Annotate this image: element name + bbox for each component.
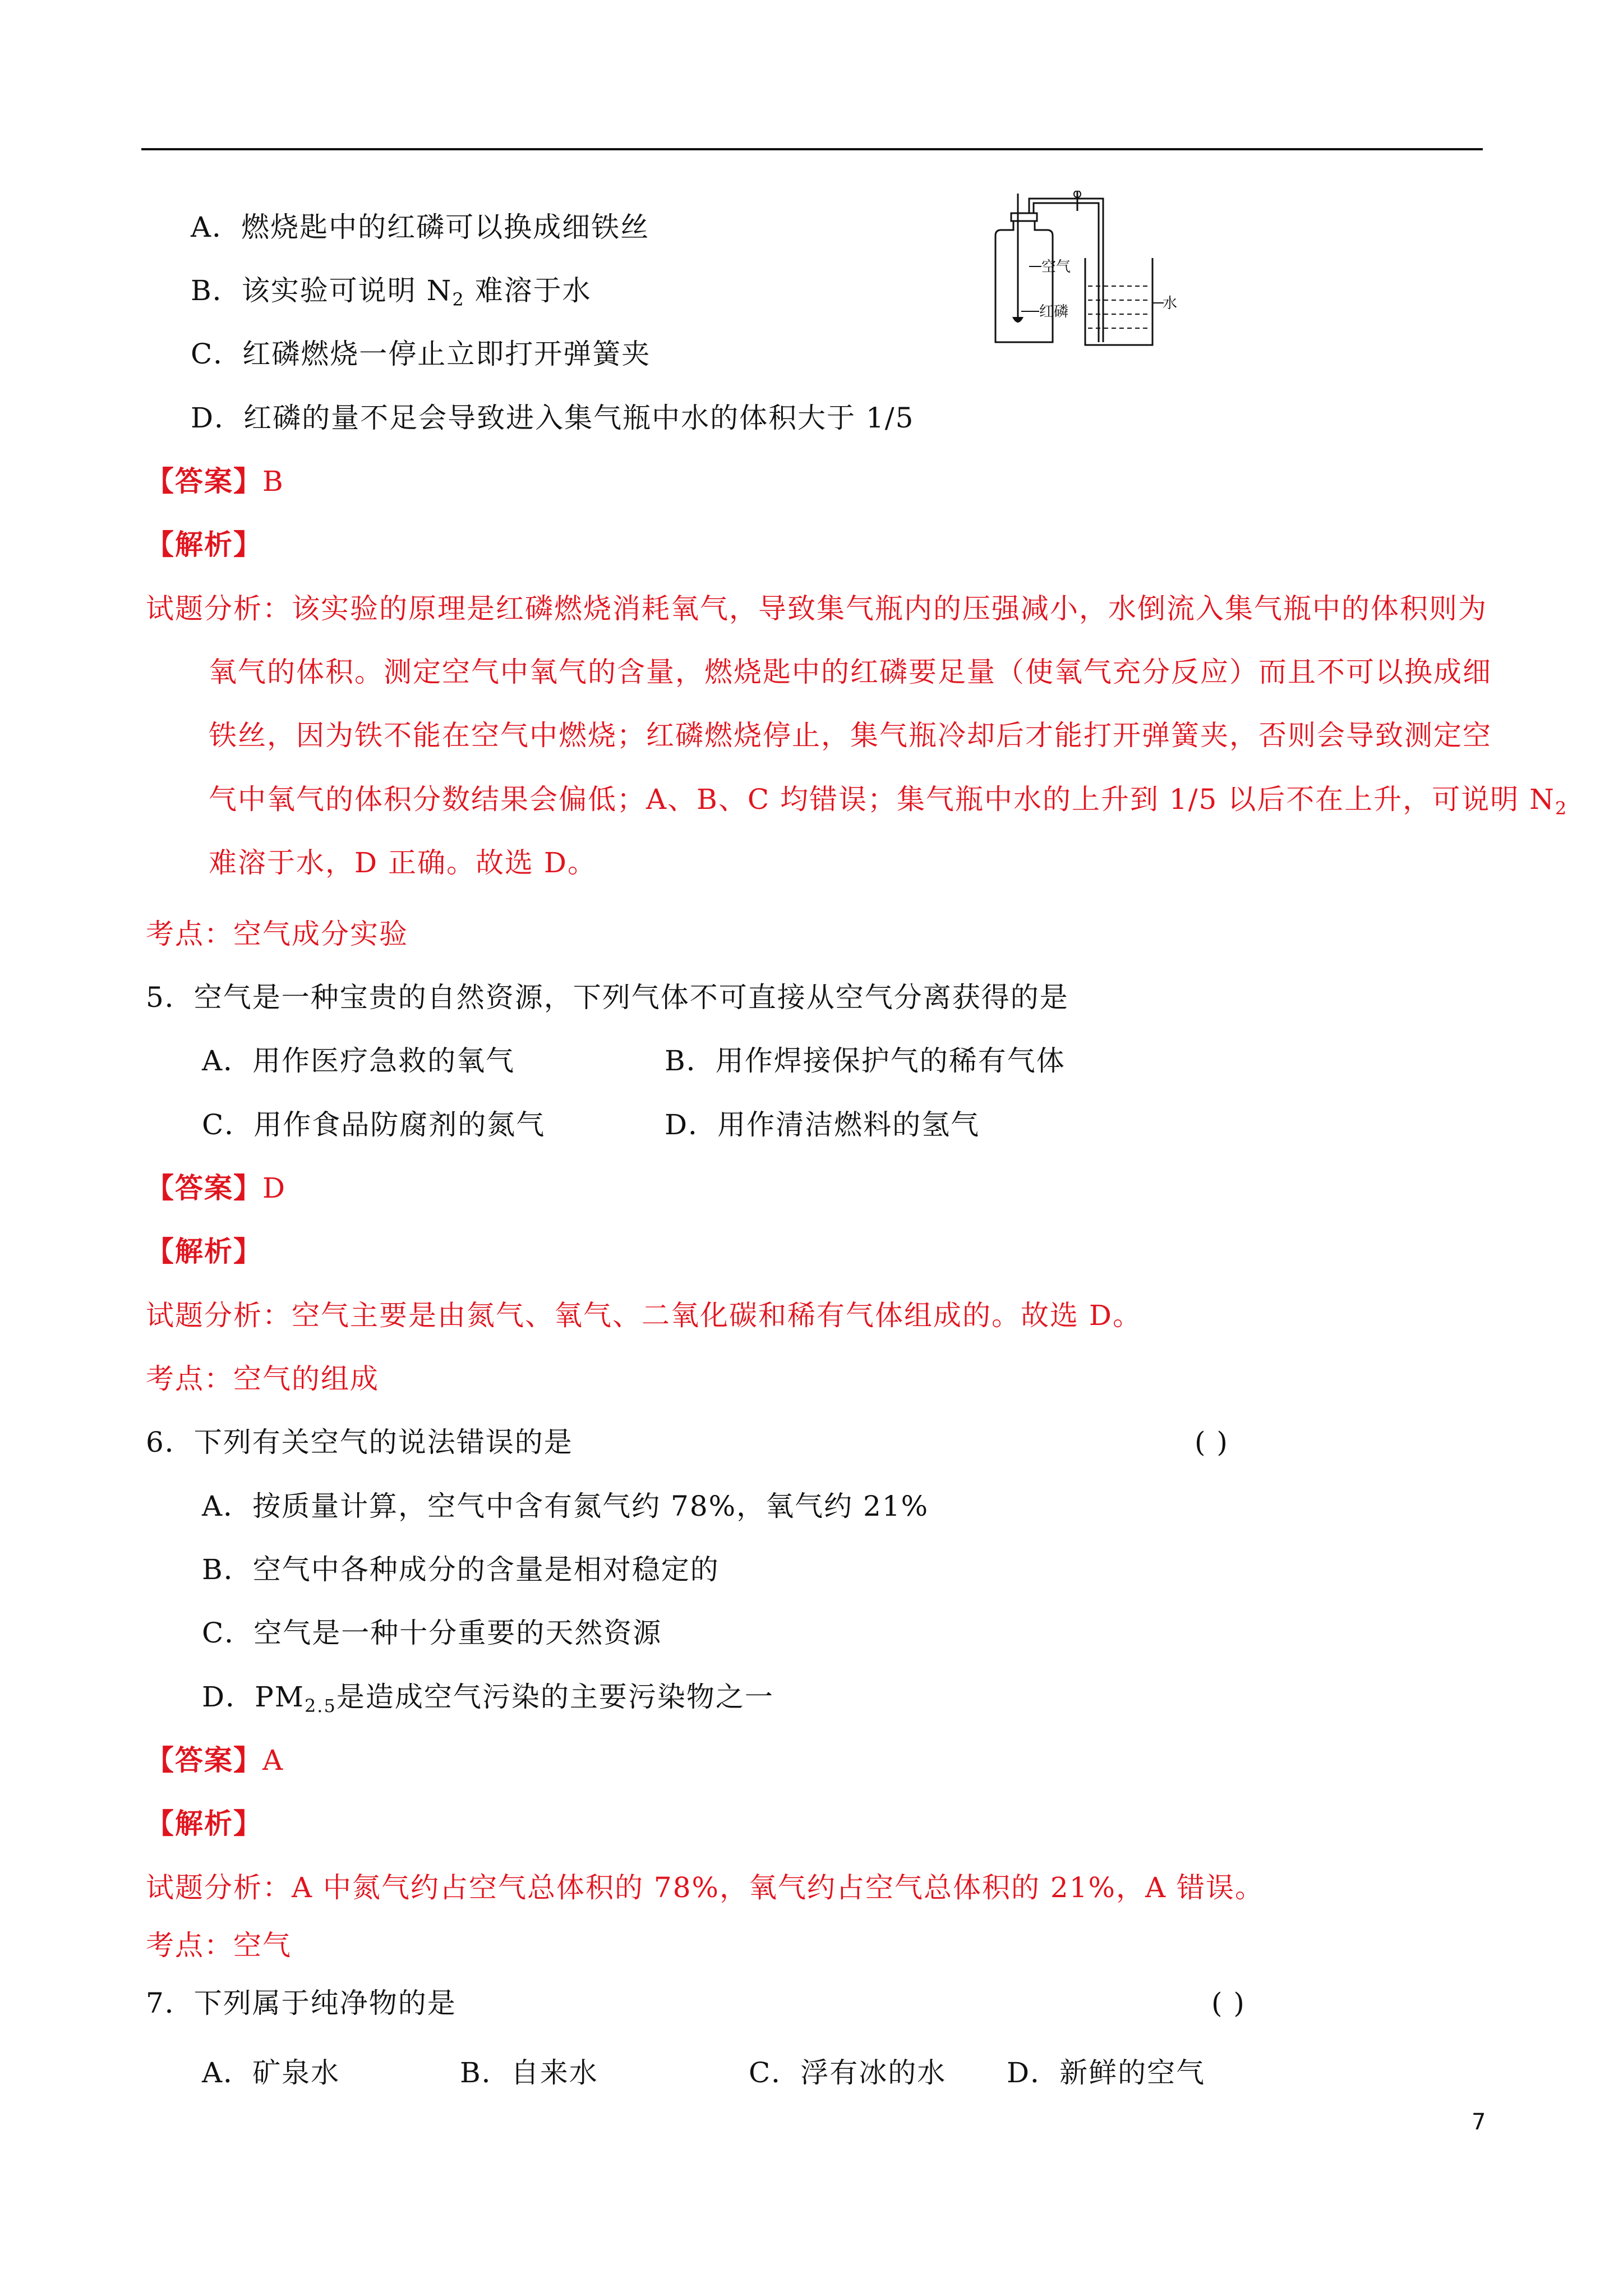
q5-analysis: 试题分析：空气主要是由氮气、氧气、二氧化碳和稀有气体组成的。故选 D。	[146, 1299, 1142, 1332]
q4-answer: 【答案】B	[146, 464, 284, 498]
q5-kaodian: 考点：空气的组成	[146, 1363, 379, 1395]
q7-answer-blank: ( )	[1211, 1987, 1246, 2019]
q5-stem: 5．空气是一种宝贵的自然资源，下列气体不可直接从空气分离获得的是	[146, 981, 1069, 1014]
q7-option-d: D．新鲜的空气	[1007, 2056, 1206, 2089]
q6-answer-blank: ( )	[1195, 1426, 1229, 1458]
label-phosphorus: 红磷	[1039, 303, 1069, 320]
q5-answer: 【答案】D	[146, 1171, 287, 1204]
q4-jiexi-heading: 【解析】	[146, 528, 262, 561]
q5-option-b: B．用作焊接保护气的稀有气体	[665, 1045, 1066, 1077]
q4-analysis-line-2: 氧气的体积。测定空气中氧气的含量，燃烧匙中的红磷要足量（使氧气充分反应）而且不可以换成细	[209, 656, 1492, 688]
q5-option-d: D．用作清洁燃料的氢气	[665, 1108, 980, 1141]
q7-option-b: B．自来水	[460, 2056, 598, 2089]
stopper-shape	[1011, 213, 1037, 221]
q5-option-a: A．用作医疗急救的氧气	[202, 1045, 515, 1077]
q6-option-b: B．空气中各种成分的含量是相对稳定的	[202, 1553, 720, 1586]
q4-analysis-line-3: 铁丝，因为铁不能在空气中燃烧；红磷燃烧停止，集气瓶冷却后才能打开弹簧夹，否则会导致测定空	[209, 719, 1492, 752]
q6-stem: 6．下列有关空气的说法错误的是	[146, 1426, 573, 1458]
label-air: 空气	[1041, 259, 1071, 275]
q6-option-a: A．按质量计算，空气中含有氮气约 78%，氧气约 21%	[202, 1490, 929, 1522]
q4-kaodian: 考点：空气成分实验	[146, 918, 408, 950]
q4-analysis-line-4: 气中氧气的体积分数结果会偏低；A、B、C 均错误；集气瓶中水的上升到 1/5 以后不在上升，可说明 $N_2$	[209, 783, 1568, 819]
q5-option-c: C．用作食品防腐剂的氮气	[202, 1108, 546, 1141]
q4-option-c: C．红磷燃烧一停止立即打开弹簧夹	[191, 338, 651, 370]
q4-analysis-line-5: 难溶于水，D 正确。故选 D。	[209, 846, 597, 879]
q6-kaodian: 考点：空气	[146, 1929, 292, 1962]
label-water: 水	[1163, 295, 1178, 312]
q4-option-a: A．燃烧匙中的红磷可以换成细铁丝	[191, 211, 650, 243]
bottle-shape	[995, 220, 1053, 342]
phosphorus-shape	[1012, 317, 1023, 323]
q6-answer: 【答案】A	[146, 1743, 284, 1777]
q7-option-c: C．浮有冰的水	[749, 2056, 947, 2089]
q6-jiexi-heading: 【解析】	[146, 1807, 262, 1840]
q4-option-b: B．该实验可说明 $N_2$ 难溶于水	[191, 274, 592, 310]
q4-option-d: D．红磷的量不足会导致进入集气瓶中水的体积大于 1/5	[191, 402, 915, 434]
q6-option-d: D．$PM_{2.5}$是造成空气污染的主要污染物之一	[202, 1681, 774, 1717]
q5-jiexi-heading: 【解析】	[146, 1235, 262, 1268]
beaker-shape	[1085, 258, 1152, 345]
q6-option-c: C．空气是一种十分重要的天然资源	[202, 1617, 662, 1649]
q6-analysis: 试题分析：A 中氮气约占空气总体积的 78%，氧气约占空气总体积的 21%，A 错误。	[146, 1871, 1265, 1904]
apparatus-diagram	[973, 191, 1220, 359]
q7-stem: 7．下列属于纯净物的是	[146, 1987, 457, 2019]
q7-option-a: A．矿泉水	[202, 2056, 340, 2089]
page-number: 7	[1472, 2109, 1486, 2135]
header-rule	[141, 148, 1483, 150]
q4-analysis-line-1: 试题分析：该实验的原理是红磷燃烧消耗氧气，导致集气瓶内的压强减小，水倒流入集气瓶中的体积则为	[146, 592, 1487, 625]
